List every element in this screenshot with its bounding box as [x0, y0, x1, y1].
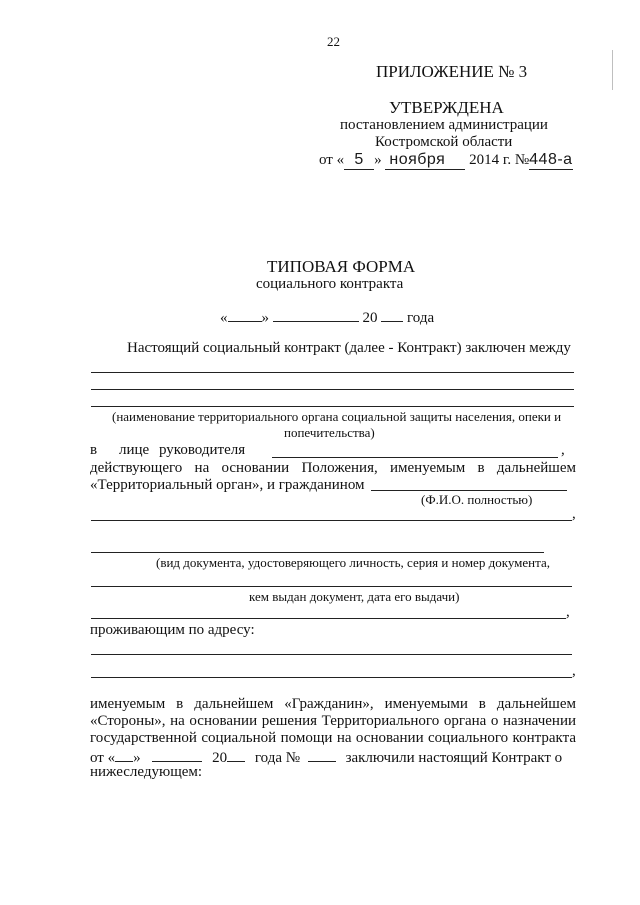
- final-year-no: года №: [254, 750, 301, 766]
- contract-date-close: »: [261, 310, 269, 326]
- in-person-word-3: руководителя: [159, 442, 246, 458]
- appendix-title: ПРИЛОЖЕНИЕ № 3: [376, 62, 528, 81]
- final-quote-close: »: [133, 750, 141, 766]
- date-day-close: »: [374, 152, 382, 168]
- scan-edge-mark: [612, 50, 613, 90]
- caption-organ-line-1: (наименование территориального органа социальной защиты населения, опеки и: [112, 409, 562, 424]
- caption-document: (вид документа, удостоверяющего личность, серия и номер документа,: [156, 555, 550, 570]
- approval-month: ноября: [385, 151, 465, 170]
- in-person-word-1: в: [90, 442, 98, 458]
- approval-day: 5: [344, 151, 374, 170]
- address-line-1[interactable]: [91, 654, 572, 655]
- decision-year-blank[interactable]: [227, 747, 245, 762]
- approved-by-line-2: Костромской области: [375, 134, 513, 150]
- caption-issued: кем выдан документ, дата его выдачи): [249, 589, 460, 604]
- citizen-comma: ,: [572, 506, 576, 522]
- caption-fio: (Ф.И.О. полностью): [421, 492, 533, 507]
- approved-by-line-1: постановлением администрации: [340, 117, 548, 133]
- contract-year-prefix: 20: [362, 310, 378, 326]
- approval-number: 448-а: [529, 151, 573, 168]
- page-number: 22: [327, 34, 340, 49]
- final-line-5: нижеследующем:: [90, 764, 203, 780]
- organ-line-2[interactable]: [91, 389, 574, 390]
- head-comma: ,: [561, 442, 565, 458]
- contract-month-blank[interactable]: [273, 307, 359, 322]
- final-line-2: «Стороны», на основании решения Территориального органа о назначении: [90, 713, 576, 729]
- contract-date-suffix: года: [407, 310, 435, 326]
- approval-year-text: 2014 г. №: [469, 152, 530, 168]
- contract-year-blank[interactable]: [381, 307, 403, 322]
- document-line-2[interactable]: [91, 586, 572, 587]
- contract-day-blank[interactable]: [228, 307, 262, 322]
- final-concluded: заключили настоящий Контракт о: [345, 750, 563, 766]
- form-title: ТИПОВАЯ ФОРМА: [267, 257, 416, 276]
- document-line-3[interactable]: [91, 618, 566, 619]
- decision-number-blank[interactable]: [308, 747, 336, 762]
- final-line-1: именуемым в дальнейшем «Гражданин», именуемыми в дальнейшем: [90, 696, 576, 712]
- in-person-word-2: лице: [119, 442, 150, 458]
- organ-line-3[interactable]: [91, 406, 574, 407]
- document-comma: ,: [566, 604, 570, 620]
- organ-line-1[interactable]: [91, 372, 574, 373]
- document-line-1[interactable]: [91, 552, 544, 553]
- caption-organ-line-2: попечительства): [284, 425, 375, 440]
- decision-day-blank[interactable]: [115, 747, 133, 762]
- in-person-row: [90, 442, 97, 459]
- intro-text: Настоящий социальный контракт (далее - Контракт) заключен между: [127, 340, 571, 356]
- decision-month-blank[interactable]: [152, 747, 202, 762]
- contract-date-open: «: [220, 310, 228, 326]
- citizen-name-line-2[interactable]: [91, 520, 572, 521]
- date-prefix: от «: [319, 152, 345, 168]
- acting-text: действующего на основании Положения, именуемым в дальнейшем: [90, 460, 576, 476]
- address-comma: ,: [572, 663, 576, 679]
- head-name-line[interactable]: [272, 457, 558, 458]
- approval-date-row: [319, 151, 573, 170]
- final-line-3: государственной социальной помощи на основании социального контракта: [90, 730, 576, 746]
- final-from: от «: [90, 750, 116, 766]
- contract-date-row: [220, 307, 434, 327]
- citizen-name-line-1[interactable]: [371, 490, 567, 491]
- organ-citizen-text: «Территориальный орган», и гражданином: [90, 477, 365, 493]
- final-year-prefix: 20: [212, 750, 228, 766]
- address-line-2[interactable]: [91, 677, 572, 678]
- form-subtitle: социального контракта: [256, 276, 404, 292]
- approved-title: УТВЕРЖДЕНА: [389, 98, 504, 117]
- residing-text: проживающим по адресу:: [90, 622, 255, 638]
